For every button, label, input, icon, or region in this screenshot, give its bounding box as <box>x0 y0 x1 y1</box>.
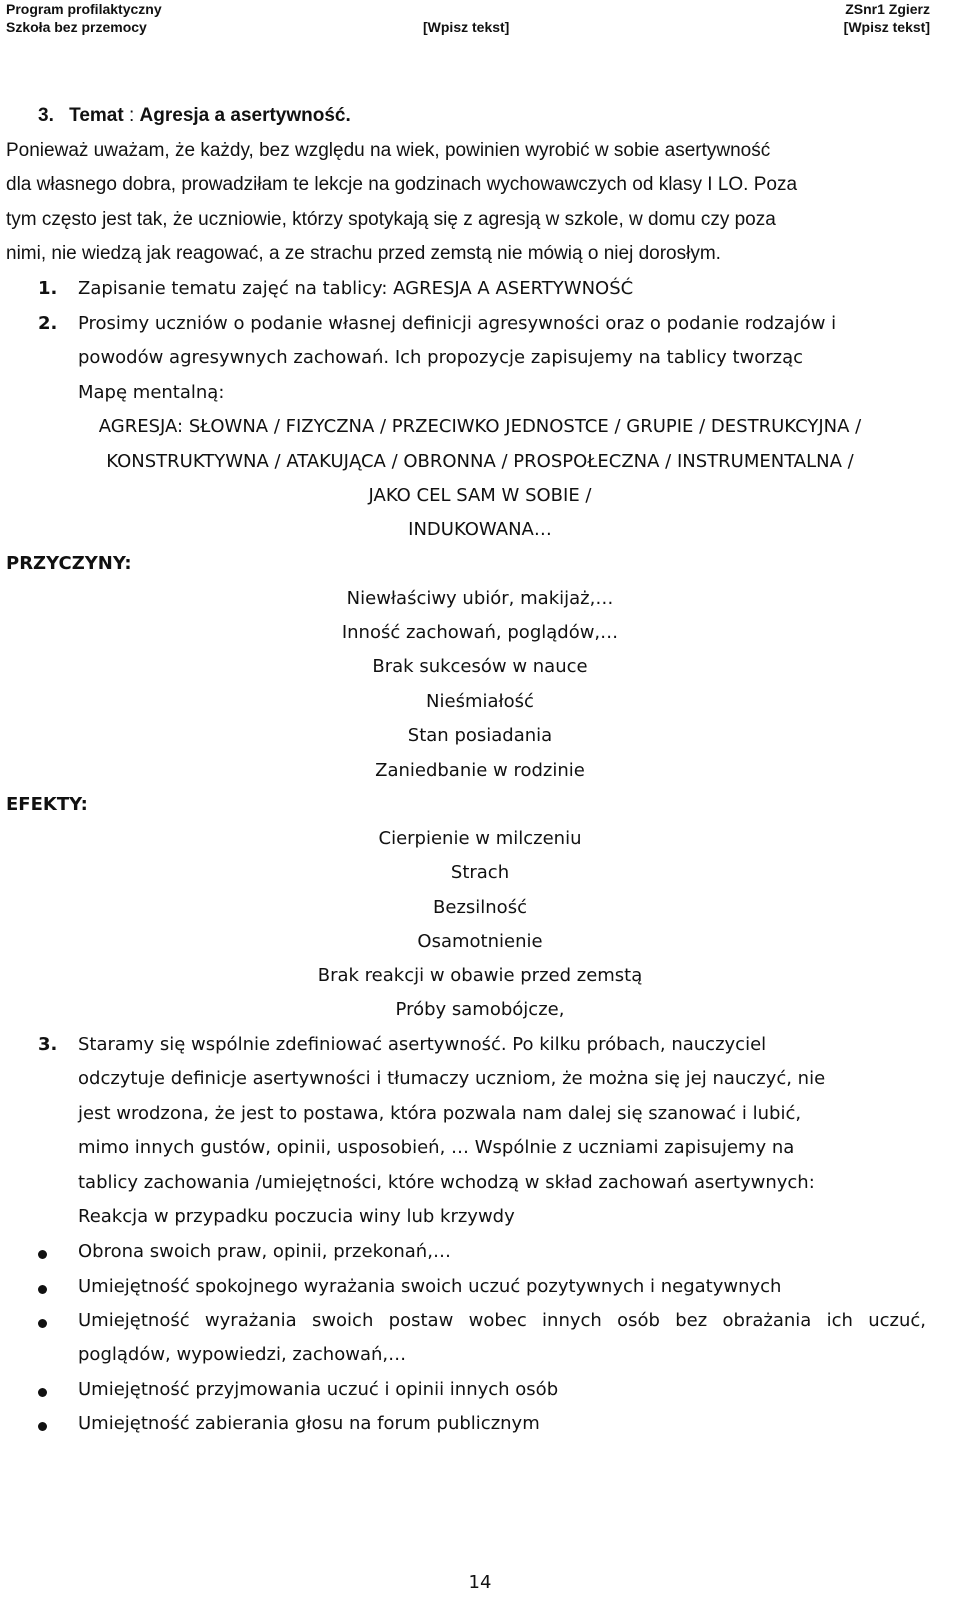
bullet-item: Umiejętność przyjmowania uczuć i opinii innych osób <box>78 1379 559 1400</box>
cause-item: Stan posiadania <box>407 725 553 746</box>
effect-item: Strach <box>450 862 510 883</box>
effect-item: Brak reakcji w obawie przed zemstą <box>317 965 643 986</box>
step2-line: Mapę mentalną: <box>78 382 225 403</box>
step3-line: Staramy się wspólnie zdefiniować asertywność. Po kilku próbach, nauczyciel <box>78 1034 767 1055</box>
topic-label: Temat <box>69 105 124 126</box>
header-program: Program profilaktyczny <box>6 1 162 17</box>
bullet-item: Umiejętność wyrażania swoich postaw wobec innych osób bez obrażania ich uczuć, <box>78 1310 926 1331</box>
intro-line: tym często jest tak, że uczniowie, którzy spotykają się z agresją w szkole, w domu czy poza <box>6 209 776 230</box>
step2-line: Prosimy uczniów o podanie własnej definicji agresywności oraz o podanie rodzajów i <box>78 313 837 334</box>
step1-number: 1. <box>38 278 58 299</box>
page-number: 14 <box>468 1572 492 1593</box>
step3-line: Reakcja w przypadku poczucia winy lub krzywdy <box>78 1206 515 1227</box>
cause-item: Niewłaściwy ubiór, makijaż,… <box>346 588 614 609</box>
mindmap-line: INDUKOWANA… <box>408 519 552 540</box>
bullet-dot-icon <box>38 1319 47 1328</box>
bullet-dot-icon <box>38 1250 47 1259</box>
step3-number: 3. <box>38 1034 58 1055</box>
cause-item: Brak sukcesów w nauce <box>372 656 588 677</box>
bullet-item-continuation: poglądów, wypowiedzi, zachowań,… <box>78 1344 407 1365</box>
bullet-item: Umiejętność spokojnego wyrażania swoich uczuć pozytywnych i negatywnych <box>78 1276 782 1297</box>
topic-heading <box>38 105 351 127</box>
causes-heading: PRZYCZYNY: <box>6 553 132 574</box>
header-placeholder-middle: [Wpisz tekst] <box>423 19 510 35</box>
effect-item: Osamotnienie <box>417 931 543 952</box>
intro-line: nimi, nie wiedzą jak reagować, a ze strachu przed zemstą nie mówią o niej dorosłym. <box>6 243 721 264</box>
mindmap-line: KONSTRUKTYWNA / ATAKUJĄCA / OBRONNA / PROSPOŁECZNA / INSTRUMENTALNA / <box>106 451 854 472</box>
bullet-dot-icon <box>38 1422 47 1431</box>
step3-line: jest wrodzona, że jest to postawa, która pozwala nam dalej się szanować i lubić, <box>78 1103 802 1124</box>
effect-item: Bezsilność <box>433 897 527 918</box>
step2-number: 2. <box>38 313 58 334</box>
cause-item: Zaniedbanie w rodzinie <box>375 760 585 781</box>
mindmap-line: AGRESJA: SŁOWNA / FIZYCZNA / PRZECIWKO JEDNOSTCE / GRUPIE / DESTRUKCYJNA / <box>98 416 862 437</box>
bullet-dot-icon <box>38 1285 47 1294</box>
cause-item: Inność zachowań, poglądów,… <box>341 622 619 643</box>
topic-title: Agresja a asertywność. <box>139 105 351 126</box>
step1-text: Zapisanie tematu zajęć na tablicy: AGRESJA A ASERTYWNOŚĆ <box>78 278 634 299</box>
step3-line: mimo innych gustów, opinii, usposobień, … Wspólnie z uczniami zapisujemy na <box>78 1137 795 1158</box>
bullet-item: Obrona swoich praw, opinii, przekonań,… <box>78 1241 451 1262</box>
effects-heading: EFEKTY: <box>6 794 88 815</box>
step3-line: odczytuje definicje asertywności i tłumaczy uczniom, że można się jej nauczyć, nie <box>78 1068 826 1089</box>
intro-line: Ponieważ uważam, że każdy, bez względu na wiek, powinien wyrobić w sobie asertywność <box>6 140 771 161</box>
header-title: Szkoła bez przemocy <box>6 19 147 35</box>
effect-item: Próby samobójcze, <box>395 999 565 1020</box>
cause-item: Nieśmiałość <box>426 691 534 712</box>
step3-line: tablicy zachowania /umiejętności, które wchodzą w skład zachowań asertywnych: <box>78 1172 815 1193</box>
header-school: ZSnr1 Zgierz <box>845 1 930 17</box>
step2-line: powodów agresywnych zachowań. Ich propozycje zapisujemy na tablicy tworząc <box>78 347 804 368</box>
bullet-dot-icon <box>38 1388 47 1397</box>
header-placeholder-right: [Wpisz tekst] <box>843 19 930 35</box>
topic-colon: : <box>128 105 135 126</box>
bullet-item: Umiejętność zabierania głosu na forum publicznym <box>78 1413 540 1434</box>
topic-number: 3. <box>38 105 54 126</box>
intro-line: dla własnego dobra, prowadziłam te lekcje na godzinach wychowawczych od klasy I LO. Poza <box>6 174 798 195</box>
mindmap-line: JAKO CEL SAM W SOBIE / <box>368 485 592 506</box>
effect-item: Cierpienie w milczeniu <box>378 828 582 849</box>
